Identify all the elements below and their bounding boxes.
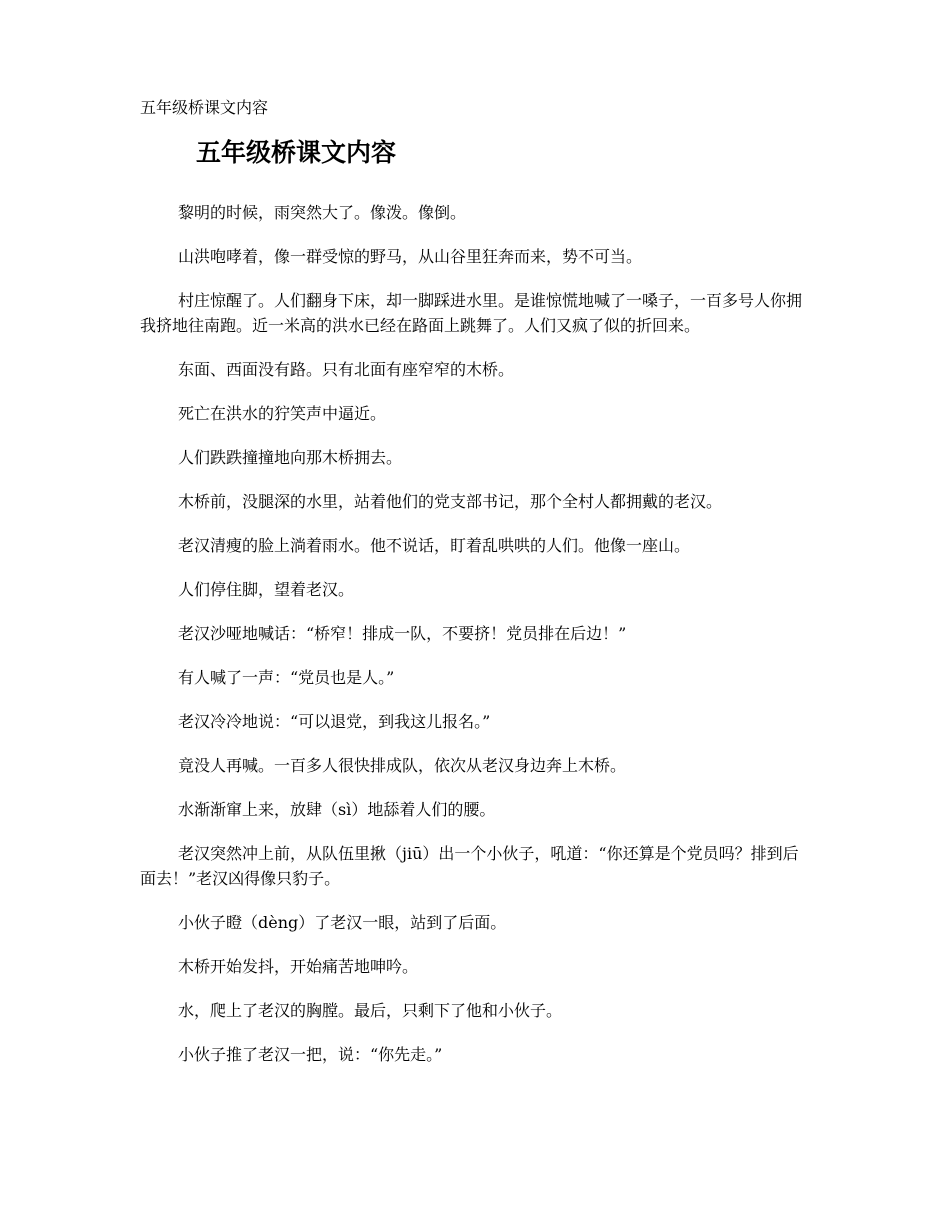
paragraph: 东面、西面没有路。只有北面有座窄窄的木桥。 [178,360,515,379]
paragraph: 村庄惊醒了。人们翻身下床，却一脚踩进水里。是谁惊慌地喊了一嗓子，一百多号人你拥我挤地往南跑。近一米高的洪水已经在路面上跳舞了。人们又疯了似的折回来。 [140,291,803,335]
paragraph: 有人喊了一声：“党员也是人。” [178,668,395,687]
page-header: 五年级桥课文内容 [140,98,269,117]
paragraph: 山洪咆哮着，像一群受惊的野马，从山谷里狂奔而来，势不可当。 [178,247,643,266]
paragraph: 黎明的时候，雨突然大了。像泼。像倒。 [178,203,467,222]
document-body [140,200,812,1086]
paragraph: 老汉清瘦的脸上淌着雨水。他不说话，盯着乱哄哄的人们。他像一座山。 [178,536,691,555]
paragraph: 木桥开始发抖，开始痛苦地呻吟。 [178,957,419,976]
paragraph: 人们跌跌撞撞地向那木桥拥去。 [178,448,403,467]
paragraph: 死亡在洪水的狞笑声中逼近。 [178,404,387,423]
paragraph: 水渐渐窜上来，放肆（sì）地舔着人们的腰。 [178,800,496,819]
paragraph: 人们停住脚，望着老汉。 [178,580,355,599]
paragraph: 木桥前，没腿深的水里，站着他们的党支部书记，那个全村人都拥戴的老汉。 [178,492,723,511]
paragraph: 小伙子瞪（dèng）了老汉一眼，站到了后面。 [178,913,507,932]
paragraph: 竟没人再喊。一百多人很快排成队，依次从老汉身边奔上木桥。 [178,756,627,775]
paragraph: 老汉沙哑地喊话：“桥窄！排成一队，不要挤！党员排在后边！” [178,624,627,643]
paragraph: 小伙子推了老汉一把，说：“你先走。” [178,1045,443,1064]
paragraph: 老汉冷冷地说：“可以退党，到我这儿报名。” [178,712,491,731]
document-title: 五年级桥课文内容 [196,138,397,167]
paragraph: 水，爬上了老汉的胸膛。最后，只剩下了他和小伙子。 [178,1001,563,1020]
paragraph: 老汉突然冲上前，从队伍里揪（jiū）出一个小伙子，吼道：“你还算是个党员吗？排到后面去！”老汉凶得像只豹子。 [140,844,799,888]
